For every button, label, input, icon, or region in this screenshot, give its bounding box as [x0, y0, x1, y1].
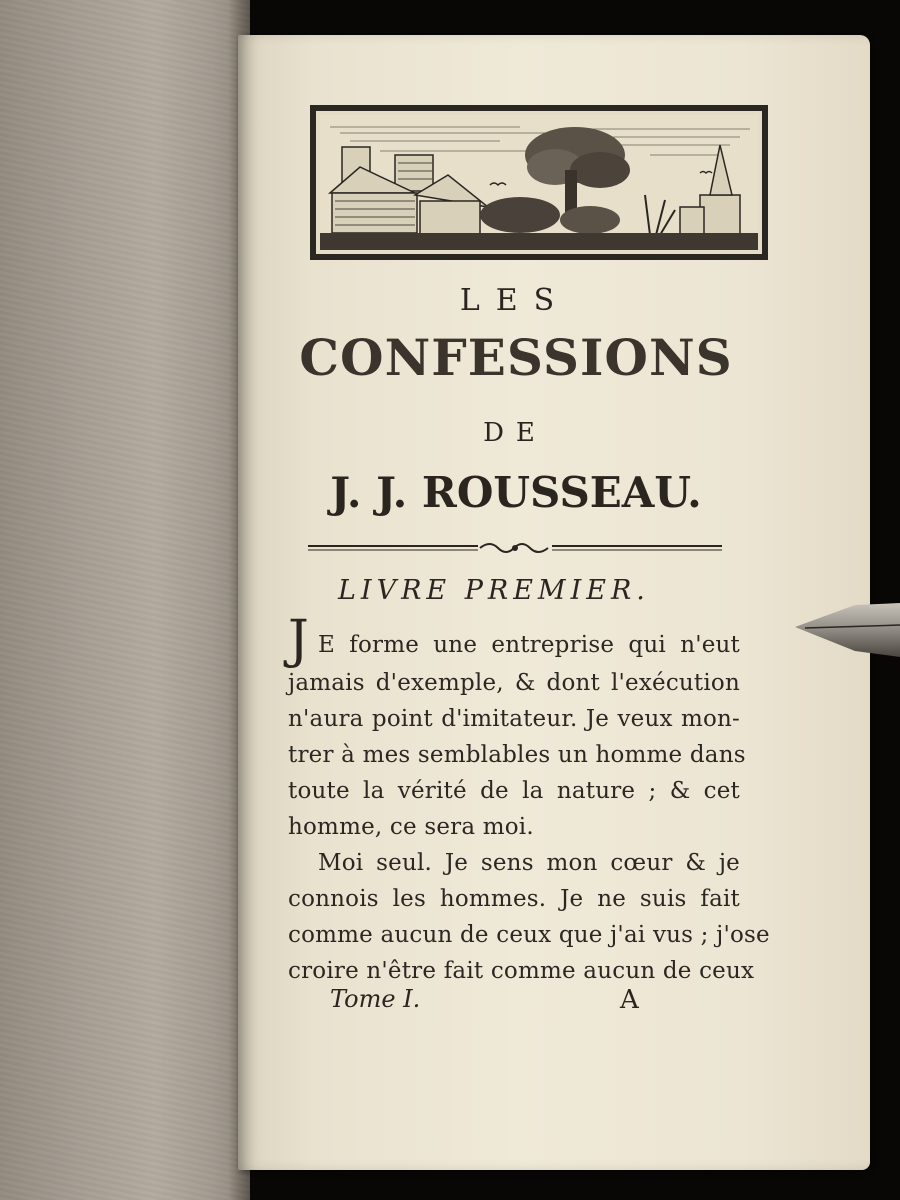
text-line-10: croire n'être fait comme aucun de ceux [288, 958, 755, 984]
text-line-6: homme, ce sera moi. [288, 814, 534, 840]
title-de: DE [483, 418, 547, 448]
text-line-8: connois les hommes. Je ne suis fait [288, 886, 740, 912]
text-line-1: E forme une entreprise qui n'eut [318, 632, 740, 658]
woodcut-landscape-illustration [320, 115, 758, 250]
text-line-3: n'aura point d'imitateur. Je veux mon- [288, 706, 740, 732]
volume-label: Tome I. [330, 985, 421, 1013]
signature-mark: A [620, 985, 639, 1015]
title-confessions: CONFESSIONS [299, 328, 733, 387]
text-line-7: Moi seul. Je sens mon cœur & je [318, 850, 740, 876]
text-line-5: toute la vérité de la nature ; & cet [288, 778, 740, 804]
text-line-9: comme aucun de ceux que j'ai vus ; j'ose [288, 922, 770, 948]
woodcut-headpiece [310, 105, 768, 260]
letter-opener-blade [795, 595, 900, 665]
book-heading: LIVRE PREMIER. [338, 575, 650, 606]
board-texture [0, 0, 250, 1200]
left-book-board [0, 0, 250, 1200]
drop-cap: J [288, 610, 309, 670]
text-line-4: trer à mes semblables un homme dans [288, 742, 746, 768]
title-les: LES [459, 283, 571, 318]
text-line-2: jamais d'exemple, & dont l'exécution [288, 670, 740, 696]
ornamental-rule [308, 540, 722, 556]
title-author: J. J. ROUSSEAU. [330, 468, 702, 517]
